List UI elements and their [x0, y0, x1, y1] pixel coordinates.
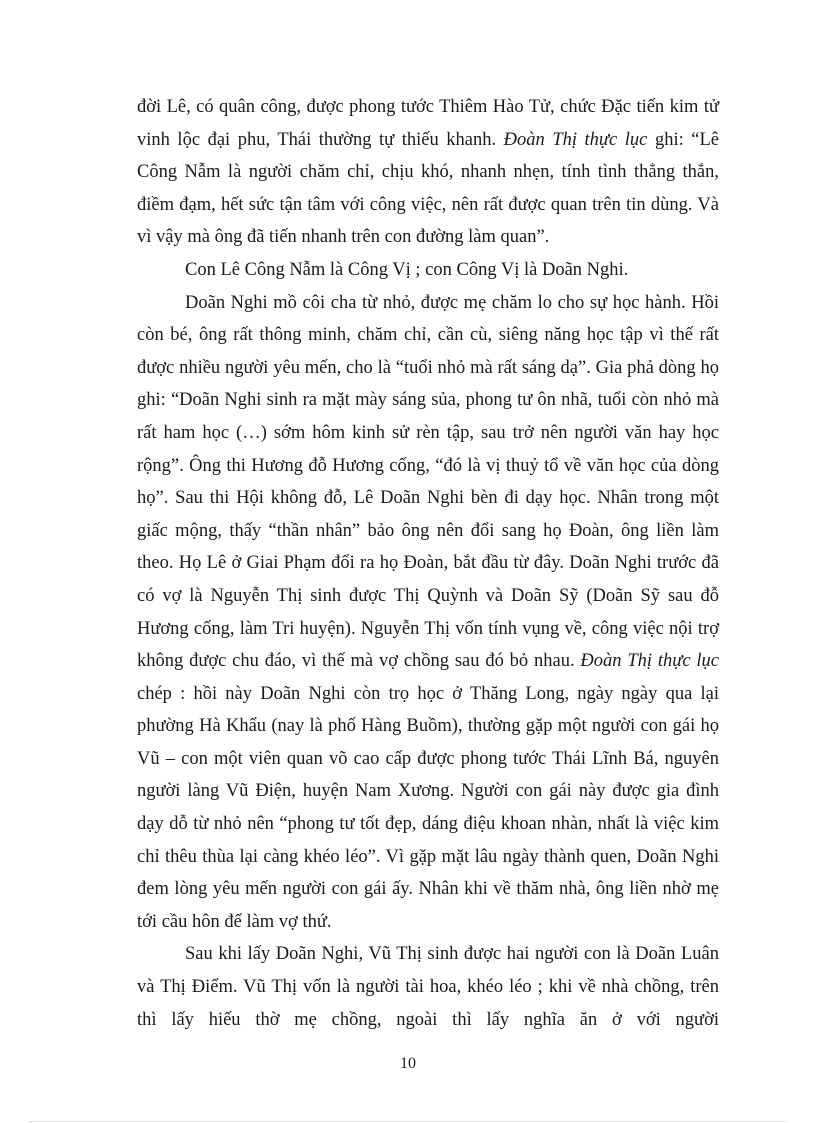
paragraph-1	[137, 91, 719, 254]
page-bottom-divider	[30, 1121, 786, 1122]
book-title-italic: Đoàn Thị thực lục	[503, 129, 648, 150]
paragraph-2	[137, 254, 719, 287]
text-run: Sau khi lấy Doãn Nghi, Vũ Thị sinh được hai người con là Doãn Luân và Thị Điểm. Vũ Thị vốn là người tài hoa, khéo léo ; khi về nhà chồng, trên thì lấy hiếu thờ mẹ chồng, ngoài thì lấy nghĩa ăn ở với người	[137, 944, 719, 1030]
text-run: Doãn Nghi mồ côi cha từ nhỏ, được mẹ chăm lo cho sự học hành. Hồi còn bé, ông rất thông minh, chăm chỉ, cần cù, siêng năng học tập vì thế rất được nhiều người yêu mến, cho là “tuổi nhỏ mà rất sáng dạ”. Gia phả dòng họ ghi: “Doãn Nghi sinh ra mặt mày sáng sủa, phong tư ôn nhã, tuổi còn nhỏ mà rất ham học (…) sớm hôm kinh sử rèn tập, sau trở nên người văn hay học rộng”. Ông thi Hương đỗ Hương cống, “đó là vị thuỷ tổ về văn học của dòng họ”. Sau thi Hội không đỗ, Lê Doãn Nghi bèn đi dạy học. Nhân trong một giấc mộng, thấy “thần nhân” bảo ông nên đổi sang họ Đoàn, ông liền làm theo. Họ Lê ở Giai Phạm đổi ra họ Đoàn, bắt đầu từ đây. Doãn Nghi trước đã có vợ là Nguyễn Thị sinh được Thị Quỳnh và Doãn Sỹ (Doãn Sỹ sau đỗ Hương cống, làm Tri huyện). Nguyễn Thị vốn tính vụng về, công việc nội trợ không được chu đáo, vì thế mà vợ chồng sau đó bỏ nhau.	[137, 292, 719, 672]
text-run: ghi: “Lê Công Nẫm là người chăm chỉ, chịu khó, nhanh nhẹn, tính tình thẳng thắn, điềm đạm, hết sức tận tâm với công việc, nên rất được quan trên tin dùng. Và vì vậy mà ông đã tiến nhanh trên con đường làm quan”.	[137, 129, 719, 248]
page-body	[137, 91, 719, 1036]
book-title-italic: Đoàn Thị thực lục	[580, 651, 719, 672]
paragraph-4	[137, 938, 719, 1036]
text-run: chép : hồi này Doãn Nghi còn trọ học ở Thăng Long, ngày ngày qua lại phường Hà Khẩu (nay là phố Hàng Buồm), thường gặp một người con gái họ Vũ – con một viên quan võ cao cấp được phong tước Thái Lĩnh Bá, nguyên người làng Vũ Điện, huyện Nam Xương. Người con gái này được gia đình dạy dỗ từ nhỏ nên “phong tư tốt đẹp, dáng điệu khoan nhàn, nhất là việc kim chỉ thêu thùa lại càng khéo léo”. Vì gặp mặt lâu ngày thành quen, Doãn Nghi đem lòng yêu mến người con gái ấy. Nhân khi về thăm nhà, ông liền nhờ mẹ tới cầu hôn để làm vợ thứ.	[137, 683, 719, 932]
page-number: 10	[400, 1055, 416, 1072]
text-run: đời Lê, có quân công, được phong tước Thiêm Hào Tử, chức Đặc tiến kim tử vinh lộc đại phu, Thái thường tự thiếu khanh.	[137, 97, 719, 150]
text-run: Con Lê Công Nẫm là Công Vị ; con Công Vị là Doãn Nghi.	[185, 259, 629, 280]
paragraph-3	[137, 287, 719, 939]
